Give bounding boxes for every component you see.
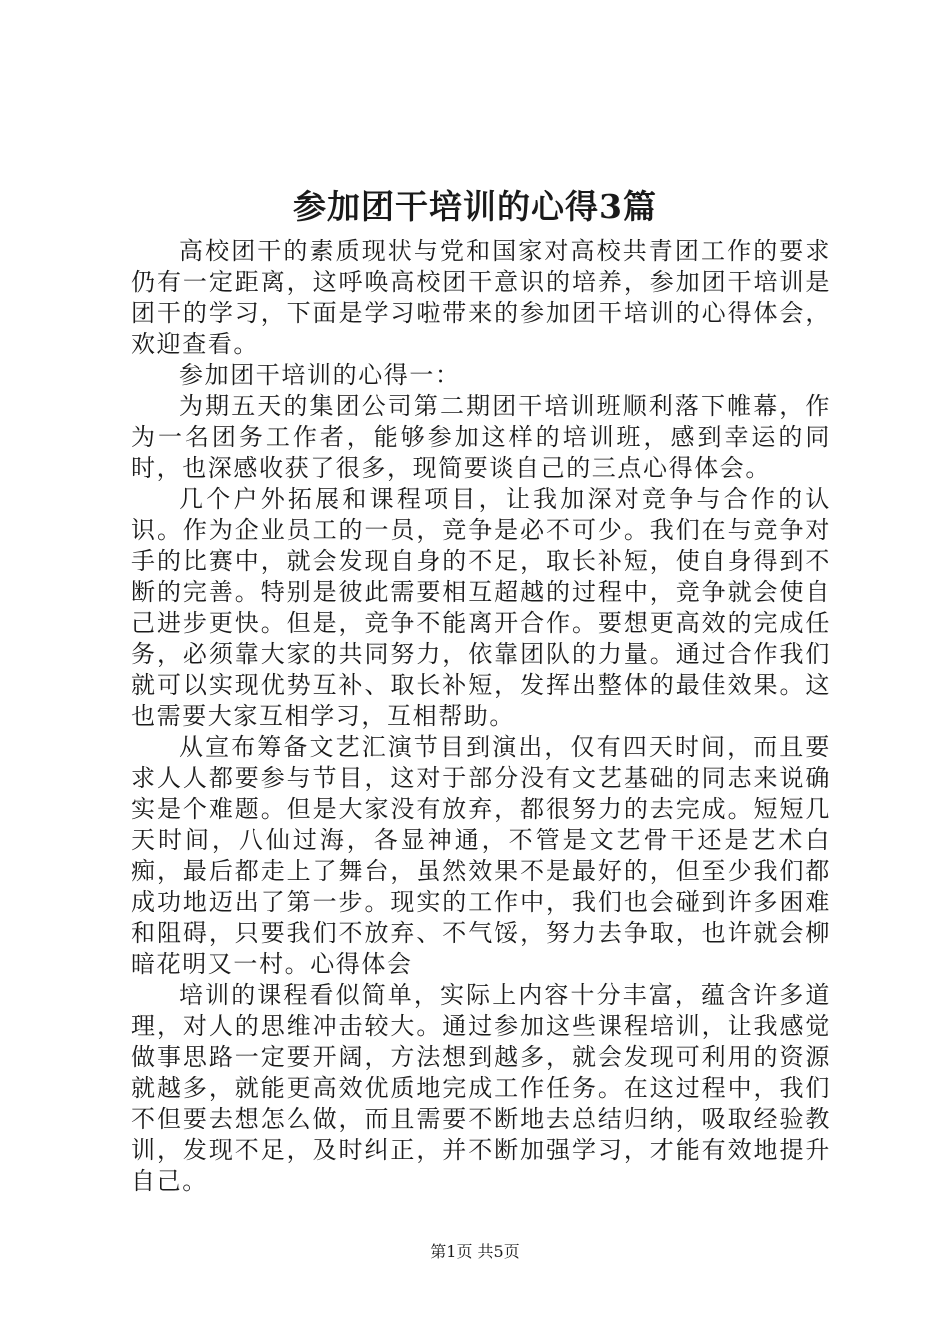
paragraph-4: 培训的课程看似简单，实际上内容十分丰富，蕴含许多道理，对人的思维冲击较大。通过参加这些课程培训，让我感觉做事思路一定要开阔，方法想到越多，就会发现可利用的资源就越多，就能更高效优质地完成工作任务。在这过程中，我们不但要去想怎么做，而且需要不断地去总结归纳，吸取经验教训，发现不足，及时纠正，并不断加强学习，才能有效地提升自己。 bbox=[131, 981, 831, 1195]
document-title: 参加团干培训的心得3篇 bbox=[293, 187, 657, 226]
paragraph-heading-one: 参加团干培训的心得一： bbox=[179, 361, 461, 389]
paragraph-2: 几个户外拓展和课程项目，让我加深对竞争与合作的认识。作为企业员工的一员，竞争是必不可少。我们在与竞争对手的比赛中，就会发现自身的不足，取长补短，使自身得到不断的完善。特别是彼此需要相互超越的过程中，竞争就会使自己进步更快。但是，竞争不能离开合作。要想更高效的完成任务，必须靠大家的共同努力，依靠团队的力量。通过合作我们就可以实现优势互补、取长补短，发挥出整体的最佳效果。这也需要大家互相学习，互相帮助。 bbox=[131, 485, 831, 730]
paragraph-intro: 高校团干的素质现状与党和国家对高校共青团工作的要求仍有一定距离，这呼唤高校团干意识的培养，参加团干培训是团干的学习，下面是学习啦带来的参加团干培训的心得体会，欢迎查看。 bbox=[131, 237, 831, 358]
paragraph-1: 为期五天的集团公司第二期团干培训班顺利落下帷幕，作为一名团务工作者，能够参加这样的培训班，感到幸运的同时，也深感收获了很多，现简要谈自己的三点心得体会。 bbox=[131, 392, 831, 482]
page-footer: 第1页 共5页 bbox=[430, 1242, 520, 1261]
document-body bbox=[131, 236, 831, 1197]
paragraph-3: 从宣布筹备文艺汇演节目到演出，仅有四天时间，而且要求人人都要参与节目，这对于部分没有文艺基础的同志来说确实是个难题。但是大家没有放弃，都很努力的去完成。短短几天时间，八仙过海，各显神通，不管是文艺骨干还是艺术白痴，最后都走上了舞台，虽然效果不是最好的，但至少我们都成功地迈出了第一步。现实的工作中，我们也会碰到许多困难和阻碍，只要我们不放弃、不气馁，努力去争取，也许就会柳暗花明又一村。心得体会 bbox=[131, 733, 831, 978]
